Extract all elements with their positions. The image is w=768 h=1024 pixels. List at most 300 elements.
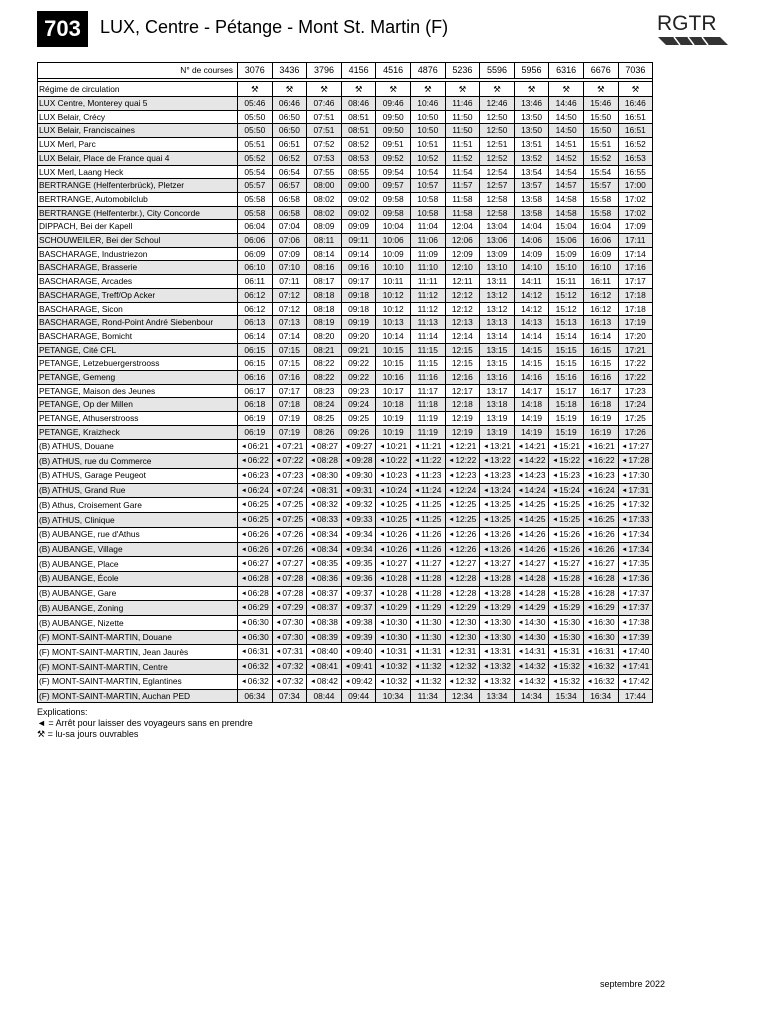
departure-time: [238, 275, 273, 289]
departure-time: [445, 316, 480, 330]
time-value: 10:19: [382, 413, 404, 424]
departure-time: [410, 343, 445, 357]
time-value: 10:18: [382, 399, 404, 410]
departure-time: [583, 513, 618, 528]
departure-time: [549, 192, 584, 206]
stop-name: BERTRANGE (Helfenterbrück), Pletzer: [38, 179, 238, 193]
table-row: [38, 513, 653, 528]
time-value: 12:30: [455, 631, 477, 642]
table-row: [38, 97, 653, 111]
departure-time: [514, 527, 549, 542]
time-value: 14:11: [521, 276, 542, 287]
departure-time: [410, 234, 445, 248]
departure-time: [549, 316, 584, 330]
time-value: 15:30: [559, 617, 581, 628]
departure-time: [238, 674, 273, 689]
time-value: 16:52: [624, 139, 646, 150]
time-value: 14:24: [524, 484, 546, 495]
departure-time: [445, 398, 480, 412]
time-value: 16:25: [593, 499, 615, 510]
departure-time: [307, 165, 342, 179]
time-value: 08:21: [313, 344, 335, 355]
time-value: 09:28: [351, 455, 373, 466]
time-value: 06:54: [278, 166, 300, 177]
time-value: 15:09: [555, 248, 577, 259]
time-value: 07:27: [282, 558, 304, 569]
departure-time: [341, 247, 376, 261]
departure-time: [307, 498, 342, 513]
departure-time: [307, 234, 342, 248]
time-value: 07:29: [282, 602, 304, 613]
time-value: 09:54: [382, 166, 404, 177]
time-value: 10:28: [386, 587, 408, 598]
table-row: [38, 468, 653, 483]
time-value: 11:26: [421, 543, 442, 554]
departure-time: [549, 468, 584, 483]
departure-time: [307, 645, 342, 660]
time-value: 16:12: [590, 289, 612, 300]
time-value: 16:30: [593, 631, 615, 642]
departure-time: [376, 483, 411, 498]
time-value: 06:14: [244, 330, 266, 341]
departure-time: [480, 571, 515, 586]
regime-label: Régime de circulation: [38, 82, 238, 97]
time-value: 10:50: [417, 125, 439, 136]
departure-time: [307, 586, 342, 601]
stop-name: (B) ATHUS, rue du Commerce: [38, 454, 238, 469]
time-value: 09:18: [348, 289, 370, 300]
time-value: 12:32: [455, 661, 477, 672]
departure-time: [618, 124, 653, 138]
departure-time: [480, 454, 515, 469]
time-value: 16:32: [593, 675, 615, 686]
departure-time: [583, 483, 618, 498]
departure-time: [341, 179, 376, 193]
time-value: 15:21: [559, 440, 581, 451]
drop-off-only-icon: ◄: [621, 634, 628, 641]
departure-time: [549, 454, 584, 469]
departure-time: [272, 674, 307, 689]
drop-off-only-icon: ◄: [275, 620, 282, 627]
departure-time: [480, 371, 515, 385]
departure-time: [307, 601, 342, 616]
time-value: 16:11: [590, 276, 611, 287]
time-value: 08:34: [316, 543, 338, 554]
drop-off-only-icon: ◄: [344, 443, 351, 450]
time-value: 06:34: [244, 690, 266, 701]
departure-time: [549, 571, 584, 586]
time-value: 17:28: [628, 455, 650, 466]
departure-time: [376, 247, 411, 261]
drop-off-only-icon: ◄: [517, 678, 524, 685]
departure-time: [341, 110, 376, 124]
drop-off-only-icon: ◄: [482, 487, 489, 494]
time-value: 12:04: [451, 221, 473, 232]
drop-off-only-icon: ◄: [621, 590, 628, 597]
drop-off-only-icon: ◄: [586, 546, 593, 553]
time-value: 05:58: [244, 207, 266, 218]
departure-time: [307, 357, 342, 371]
drop-off-only-icon: ◄: [240, 649, 247, 656]
departure-time: [618, 468, 653, 483]
departure-time: [376, 234, 411, 248]
table-row: [38, 220, 653, 234]
departure-time: [514, 165, 549, 179]
time-value: 10:27: [386, 558, 408, 569]
departure-time: [480, 302, 515, 316]
departure-time: [272, 689, 307, 703]
drop-off-only-icon: ◄: [275, 605, 282, 612]
departure-time: [341, 439, 376, 454]
drop-off-only-icon: ◄: [552, 502, 559, 509]
departure-time: [480, 179, 515, 193]
drop-off-only-icon: ◄: [310, 502, 316, 509]
departure-time: [410, 138, 445, 152]
stop-name: (F) MONT-SAINT-MARTIN, Douane: [38, 630, 238, 645]
departure-time: [480, 384, 515, 398]
departure-time: [583, 261, 618, 275]
departure-time: [549, 220, 584, 234]
course-number: 5596: [480, 63, 515, 79]
departure-time: [445, 689, 480, 703]
time-value: 14:15: [521, 358, 543, 369]
table-row: [38, 645, 653, 660]
time-value: 16:12: [590, 303, 612, 314]
drop-off-only-icon: ◄: [275, 443, 282, 450]
drop-off-only-icon: ◄: [586, 443, 593, 450]
departure-time: [445, 357, 480, 371]
time-value: 06:25: [247, 499, 269, 510]
departure-time: [445, 483, 480, 498]
time-value: 08:02: [313, 193, 335, 204]
time-value: 07:51: [313, 111, 335, 122]
departure-time: [480, 542, 515, 557]
drop-off-only-icon: ◄: [448, 517, 455, 524]
time-value: 06:26: [247, 543, 269, 554]
drop-off-only-icon: ◄: [448, 458, 455, 465]
departure-time: [445, 234, 480, 248]
drop-off-only-icon: ◄: [344, 458, 351, 465]
table-row: [38, 586, 653, 601]
departure-time: [583, 179, 618, 193]
departure-time: [376, 384, 411, 398]
departure-time: [618, 261, 653, 275]
departure-time: [272, 425, 307, 439]
departure-time: [583, 329, 618, 343]
time-value: 14:26: [524, 528, 546, 539]
time-value: 06:32: [247, 675, 269, 686]
time-value: 14:21: [524, 440, 546, 451]
departure-time: [410, 371, 445, 385]
departure-time: [341, 689, 376, 703]
time-value: 08:44: [313, 690, 335, 701]
drop-off-only-icon: ◄: [517, 546, 524, 553]
departure-time: [618, 483, 653, 498]
time-value: 07:26: [282, 543, 304, 554]
time-value: 08:26: [313, 426, 335, 437]
time-value: 17:34: [628, 543, 650, 554]
time-value: 09:46: [382, 98, 404, 108]
stop-name: LUX Belair, Place de France quai 4: [38, 151, 238, 165]
departure-time: [307, 192, 342, 206]
departure-time: [376, 674, 411, 689]
stop-name: LUX Belair, Franciscaines: [38, 124, 238, 138]
table-row: [38, 689, 653, 703]
drop-off-only-icon: ◄: [552, 678, 559, 685]
departure-time: [272, 302, 307, 316]
time-value: 16:04: [590, 221, 612, 232]
time-value: 08:30: [316, 469, 338, 480]
time-value: 06:11: [244, 276, 265, 287]
time-value: 09:22: [348, 358, 370, 369]
departure-time: [410, 557, 445, 572]
drop-off-only-icon: ◄: [517, 575, 524, 582]
time-value: 08:33: [316, 514, 338, 525]
departure-time: [307, 124, 342, 138]
departure-time: [410, 542, 445, 557]
time-value: 07:32: [282, 675, 304, 686]
departure-time: [341, 357, 376, 371]
departure-time: [618, 557, 653, 572]
drop-off-only-icon: ◄: [448, 443, 455, 450]
departure-time: [618, 586, 653, 601]
drop-off-only-icon: ◄: [482, 561, 489, 568]
drop-off-only-icon: ◄: [517, 517, 524, 524]
time-value: 07:24: [282, 484, 304, 495]
time-value: 06:50: [278, 111, 300, 122]
time-value: 17:34: [628, 528, 650, 539]
time-value: 17:36: [628, 572, 650, 583]
drop-off-only-icon: ◄: [344, 605, 351, 612]
drop-off-only-icon: ◄: [344, 664, 351, 671]
departure-time: [514, 97, 549, 111]
time-value: 08:16: [313, 262, 335, 273]
drop-off-only-icon: ◄: [344, 590, 351, 597]
departure-time: [514, 660, 549, 675]
drop-off-only-icon: ◄: [517, 664, 524, 671]
time-value: 06:12: [244, 303, 266, 314]
time-value: 16:14: [590, 330, 612, 341]
drop-off-only-icon: ◄: [310, 664, 316, 671]
time-value: 06:15: [244, 344, 266, 355]
departure-time: [376, 97, 411, 111]
departure-time: [618, 398, 653, 412]
departure-time: [480, 557, 515, 572]
time-value: 11:30: [421, 631, 442, 642]
drop-off-only-icon: ◄: [586, 575, 593, 582]
departure-time: [376, 616, 411, 631]
drop-off-only-icon: ◄: [552, 517, 559, 524]
drop-off-only-icon: ◄: [586, 590, 593, 597]
time-value: 10:32: [386, 675, 408, 686]
departure-time: [376, 371, 411, 385]
drop-off-only-icon: ◄: [621, 502, 628, 509]
time-value: 13:29: [489, 602, 511, 613]
departure-time: [238, 329, 273, 343]
time-value: 13:58: [521, 207, 543, 218]
drop-off-only-icon: ◄: [344, 517, 351, 524]
departure-time: [618, 343, 653, 357]
departure-time: [272, 97, 307, 111]
drop-off-only-icon: ◄: [517, 590, 524, 597]
time-value: 10:12: [382, 303, 404, 314]
table-row: [38, 616, 653, 631]
time-value: 10:31: [386, 646, 408, 657]
drop-off-only-icon: ◄: [621, 678, 628, 685]
drop-off-only-icon: ◄: [310, 546, 316, 553]
drop-off-only-icon: ◄: [414, 634, 421, 641]
departure-time: [514, 329, 549, 343]
time-value: 06:30: [247, 631, 269, 642]
time-value: 09:37: [351, 587, 373, 598]
time-value: 14:25: [524, 499, 546, 510]
time-value: 13:22: [489, 455, 511, 466]
departure-time: [445, 371, 480, 385]
time-value: 17:18: [624, 303, 646, 314]
table-row: [38, 674, 653, 689]
time-value: 08:41: [316, 661, 338, 672]
departure-time: [307, 138, 342, 152]
drop-off-only-icon: ◄: [379, 487, 386, 494]
departure-time: [410, 689, 445, 703]
departure-time: [307, 97, 342, 111]
departure-time: [480, 468, 515, 483]
departure-time: [238, 454, 273, 469]
departure-time: [238, 571, 273, 586]
drop-off-only-icon: ◄: [552, 546, 559, 553]
departure-time: [514, 542, 549, 557]
time-value: 17:17: [624, 276, 646, 287]
time-value: 09:11: [348, 235, 369, 246]
drop-off-only-icon: ◄: [310, 487, 316, 494]
departure-time: [376, 425, 411, 439]
time-value: 06:30: [247, 617, 269, 628]
departure-time: [480, 316, 515, 330]
time-value: 07:04: [278, 221, 300, 232]
time-value: 16:27: [593, 558, 615, 569]
departure-time: [480, 165, 515, 179]
time-value: 13:30: [489, 617, 511, 628]
time-value: 15:12: [555, 289, 577, 300]
departure-time: [307, 483, 342, 498]
departure-time: [618, 601, 653, 616]
drop-off-only-icon: ◄: [240, 664, 247, 671]
departure-time: [583, 630, 618, 645]
departure-time: [445, 192, 480, 206]
time-value: 14:54: [555, 166, 577, 177]
time-value: 13:26: [489, 543, 511, 554]
departure-time: [272, 138, 307, 152]
time-value: 08:35: [316, 558, 338, 569]
time-value: 06:29: [247, 602, 269, 613]
time-value: 06:58: [278, 193, 300, 204]
departure-time: [238, 527, 273, 542]
departure-time: [514, 206, 549, 220]
departure-time: [618, 498, 653, 513]
departure-time: [618, 220, 653, 234]
departure-time: [376, 527, 411, 542]
time-value: 07:55: [313, 166, 335, 177]
time-value: 14:04: [521, 221, 543, 232]
drop-off-only-icon: ◄: [275, 634, 282, 641]
departure-time: [272, 398, 307, 412]
time-value: 07:32: [282, 661, 304, 672]
departure-time: [583, 498, 618, 513]
departure-time: [307, 425, 342, 439]
stop-name: (B) ATHUS, Douane: [38, 439, 238, 454]
departure-time: [307, 542, 342, 557]
time-value: 09:24: [348, 399, 370, 410]
departure-time: [618, 357, 653, 371]
time-value: 15:25: [559, 499, 581, 510]
departure-time: [618, 439, 653, 454]
time-value: 11:57: [452, 180, 473, 191]
time-value: 10:30: [386, 631, 408, 642]
time-value: 11:31: [421, 646, 442, 657]
drop-off-only-icon: ◄: [240, 605, 247, 612]
departure-time: [307, 398, 342, 412]
departure-time: [341, 425, 376, 439]
time-value: 06:32: [247, 661, 269, 672]
drop-off-only-icon: ◄: [482, 546, 489, 553]
departure-time: [583, 234, 618, 248]
time-value: 15:31: [559, 646, 581, 657]
departure-time: [583, 124, 618, 138]
time-value: 06:22: [247, 455, 269, 466]
departure-time: [341, 371, 376, 385]
drop-off-only-icon: ◄: [344, 649, 351, 656]
drop-off-only-icon: ◄: [275, 590, 282, 597]
time-value: 13:50: [521, 111, 543, 122]
departure-time: [583, 206, 618, 220]
departure-time: [410, 571, 445, 586]
drop-off-only-icon: ◄: [344, 531, 351, 538]
time-value: 15:17: [555, 385, 577, 396]
departure-time: [238, 138, 273, 152]
table-row: [38, 630, 653, 645]
time-value: 07:30: [282, 631, 304, 642]
time-value: 17:32: [628, 499, 650, 510]
time-value: 08:46: [348, 98, 370, 108]
time-value: 14:30: [524, 631, 546, 642]
departure-time: [514, 316, 549, 330]
time-value: 08:40: [316, 646, 338, 657]
drop-off-only-icon: ◄: [414, 575, 421, 582]
departure-time: [376, 192, 411, 206]
departure-time: [410, 616, 445, 631]
departure-time: [514, 398, 549, 412]
time-value: 10:15: [382, 358, 404, 369]
departure-time: [341, 601, 376, 616]
departure-time: [272, 357, 307, 371]
stop-name: (F) MONT-SAINT-MARTIN, Eglantines: [38, 674, 238, 689]
departure-time: [307, 468, 342, 483]
time-value: 12:09: [451, 248, 473, 259]
time-value: 17:33: [628, 514, 650, 525]
time-value: 11:27: [421, 558, 442, 569]
departure-time: [341, 220, 376, 234]
drop-off-only-icon: ◄: [552, 620, 559, 627]
departure-time: [238, 110, 273, 124]
time-value: 08:24: [313, 399, 335, 410]
departure-time: [272, 316, 307, 330]
time-value: 05:46: [244, 98, 266, 108]
table-row: [38, 316, 653, 330]
departure-time: [307, 179, 342, 193]
time-value: 08:14: [313, 248, 335, 259]
time-value: 09:30: [351, 469, 373, 480]
time-value: 13:09: [486, 248, 508, 259]
